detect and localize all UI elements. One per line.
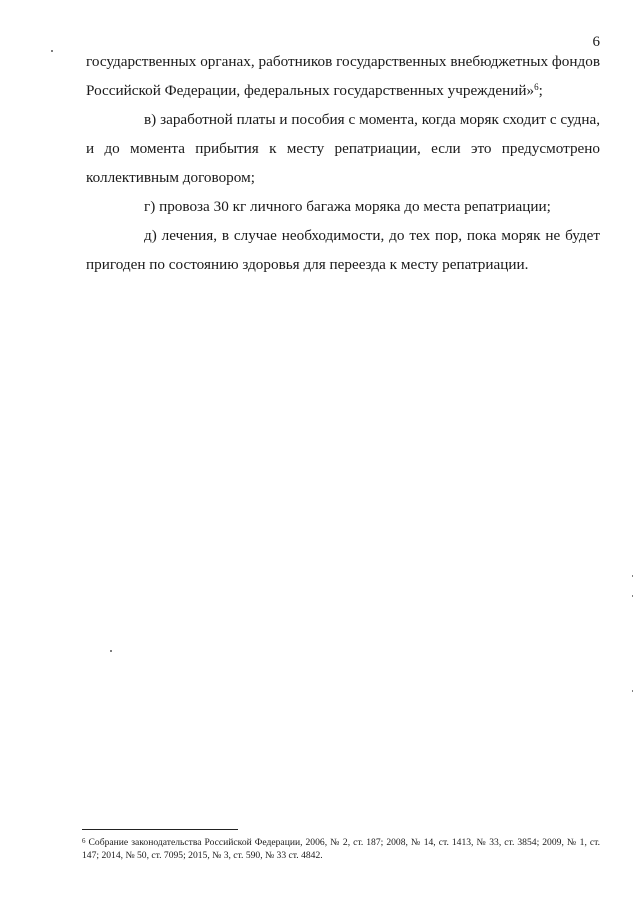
paragraph-continuation-text: государственных органах, работников государственных внебюджетных фондов Российской Федерации, федеральных государственных учреждений»	[86, 53, 600, 99]
footnote-separator	[82, 829, 238, 830]
scan-speck	[632, 690, 633, 692]
footnote-mark: 6	[82, 837, 86, 845]
scan-speck	[51, 50, 53, 52]
paragraph-continuation	[86, 47, 600, 105]
scan-speck	[632, 595, 633, 597]
footnote-reference[interactable]: 6	[534, 82, 539, 92]
list-item-g: г) провоза 30 кг личного багажа моряка до места репатриации;	[144, 198, 551, 215]
footnote-text: Собрание законодательства Российской Федерации, 2006, № 2, ст. 187; 2008, № 14, ст. 1413, № 33, ст. 3854; 2009, № 1, ст. 147; 2014, № 50, ст. 7095; 2015, № 3, ст. 590, № 33 ст. 4842.	[82, 837, 600, 861]
paragraph-continuation-end: ;	[538, 82, 543, 99]
scan-speck	[632, 575, 633, 577]
list-item-d: д) лечения, в случае необходимости, до тех пор, пока моряк не будет пригоден по состоянию здоровья для переезда к месту репатриации.	[86, 227, 600, 273]
page-number: 6	[592, 34, 600, 50]
footnote	[82, 836, 600, 862]
list-item-v: в) заработной платы и пособия с момента, когда моряк сходит с судна, и до момента прибытия к месту репатриации, если это предусмотрено коллективным договором;	[86, 111, 600, 186]
scan-speck	[110, 650, 112, 652]
body-text	[86, 47, 600, 279]
